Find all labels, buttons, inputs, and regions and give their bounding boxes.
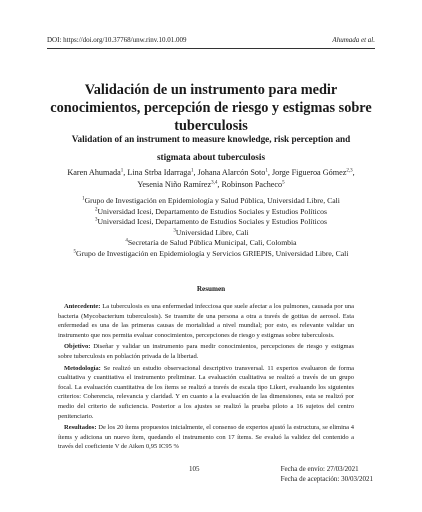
abstract-antecedente: Antecedente: La tuberculosis es una enfermedad infecciosa que suele afectar a los pulmones, causada por una bacteria (Mycobacterium tuberculosis). Se trasmite de una persona a otra a través de gotitas de aerosol. Esta enfermedad es una de las primeras causas de mortalidad a nivel mundial; por esto, es relevante validar un instrumento que nos permita evaluar conocimientos, percepciones de riesgo y estigmas sobre tuberculosis. — [58, 303, 355, 339]
author: Yesenia Niño Ramírez$^{3,4}$ — [137, 180, 218, 189]
author-list: Karen Ahumada$^1$, Lina Strba Idarraga$^1$, Johana Alarcón Soto$^1$, Jorge Figueroa Gómez$^{2,3}$, Yesenia Niño Ramírez$^{3,4}$, Robinson Pacheco$^5$ — [67, 168, 355, 189]
paper-title: Validación de un instrumento para medir conocimientos, percepción de riesgo y estigmas sobre tuberculosis — [50, 82, 372, 134]
affiliation: $^3$Universidad Icesi, Departamento de Estudios Sociales y Estudios Políticos — [94, 217, 328, 226]
author: Lina Strba Idarraga$^1$ — [127, 168, 194, 177]
page-number: 105 — [189, 465, 200, 473]
paper-subtitle: Validation of an instrument to measure knowledge, risk perception and stigmata about tuberculosis — [71, 134, 351, 162]
affiliation: $^1$Grupo de Investigación en Epidemiología y Salud Pública, Universidad Libre, Cali — [82, 196, 340, 205]
doi-link[interactable]: DOI: https://doi.org/10.37768/unw.rinv.10.01.009 — [47, 36, 187, 44]
affiliation: $^4$Secretaría de Salud Pública Municipal, Cali, Colombia — [125, 238, 297, 247]
running-header — [47, 36, 375, 45]
running-author: Ahumada et al. — [332, 36, 375, 44]
abstract-objetivo: Objetivo: Diseñar y validar un instrumento para medir conocimientos, percepciones de riesgo y estigmas sobre tuberculosis en población privada de la libertad. — [58, 343, 354, 360]
affiliation: $^3$Universidad Libre, Cali — [173, 227, 249, 237]
author: Johana Alarcón Soto$^1$ — [197, 168, 268, 177]
abstract-body — [58, 302, 354, 454]
affiliation: $^5$Grupo de Investigación en Epidemiología y Servicios GRIEPIS, Universidad Libre, Cali — [73, 248, 349, 258]
date-submitted: Fecha de envío: 27/03/2021 — [280, 465, 359, 473]
abstract-metodologia: Metodología: Se realizó un estudio observacional descriptivo transversal. 11 expertos evaluaron de forma cualitativa y cuantitativa el instrumento preliminar. La evaluación cualitativa se realizó a través de un grupo focal. La evaluación cuantitativa de los ítems se realizó a través de escala tipo Likert, evaluando los siguientes criterios: Coherencia, relevancia y claridad. Y en cuanto a la evaluación de las dimensiones, esta se realizó por medio del criterio de suficiencia. Posterior a los ajustes se realizó la prueba piloto a 16 sujetos del centro penitenciario. — [58, 364, 355, 420]
header-rule — [47, 48, 375, 49]
author: Karen Ahumada$^1$ — [67, 168, 124, 177]
date-accepted: Fecha de aceptación: 30/03/2021 — [280, 474, 373, 483]
abstract-resultados: Resultados: De los 20 ítems propuestos inicialmente, el consenso de expertos ajustó la estructura, se elimina 4 ítems y adiciona un nuevo ítem, quedando el instrumento con 17 ítems. Se evaluó la validez del contenido a través del coeficiente V de Aiken 0,95 IC95 % — [58, 424, 355, 451]
abstract-heading: Resumen — [196, 285, 226, 293]
affiliation: $^2$Universidad Icesi, Departamento de Estudios Sociales y Estudios Políticos — [94, 206, 328, 216]
author: Robinson Pacheco$^5$ — [221, 180, 285, 189]
author: Jorge Figueroa Gómez$^{2,3}$ — [271, 168, 353, 177]
affiliation-list — [60, 196, 362, 259]
submission-dates — [281, 465, 373, 484]
